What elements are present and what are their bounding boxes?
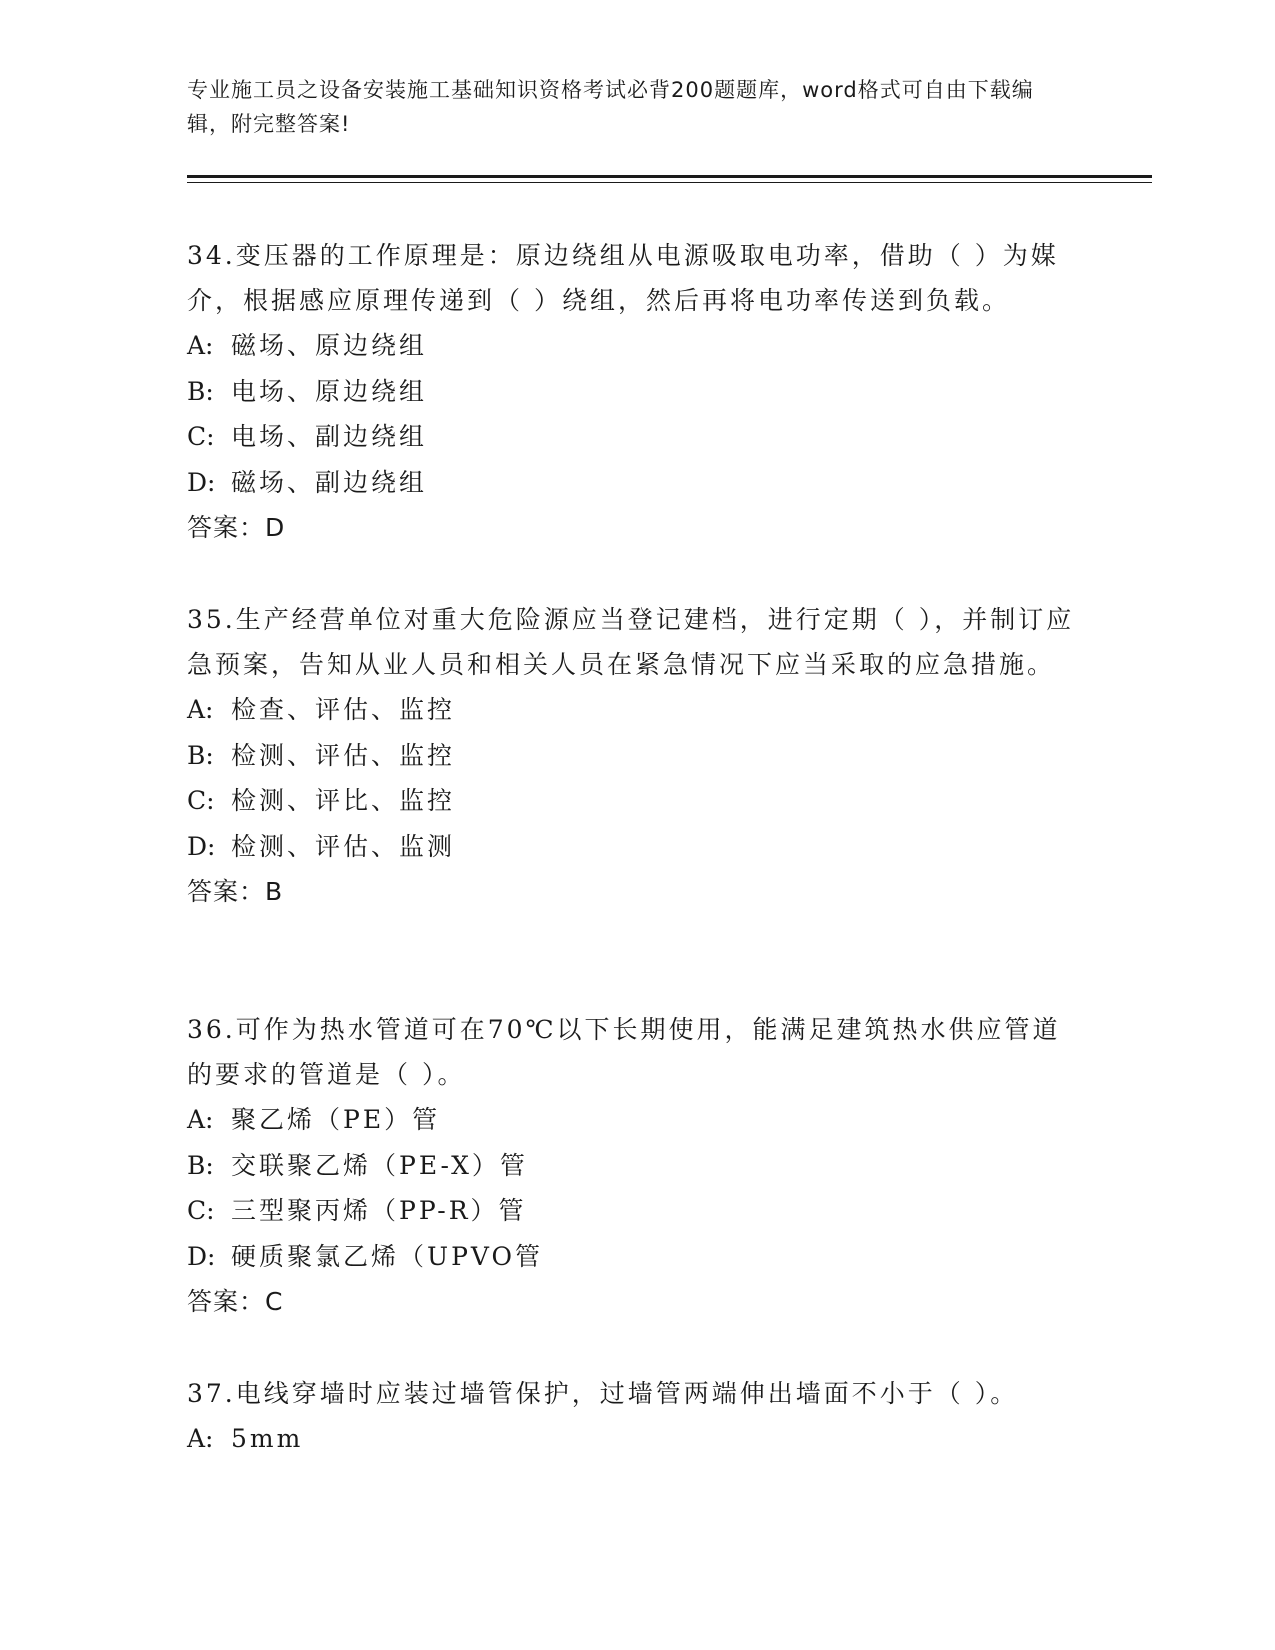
header-rule-thin	[187, 182, 1152, 183]
option-text: 电场、副边绕组	[231, 422, 428, 451]
question-stem: 35.生产经营单位对重大危险源应当登记建档，进行定期（ ），并制订应急预案，告知从业人员和相关人员在紧急情况下应当采取的应急措施。	[187, 605, 1075, 679]
option-text: 聚乙烯（PE）管	[231, 1105, 441, 1134]
answer-line: 答案：B	[187, 877, 284, 906]
option-text: 磁场、原边绕组	[231, 331, 428, 360]
option-letter: B:	[187, 1150, 214, 1180]
option-b	[187, 733, 1087, 779]
option-text: 三型聚丙烯（PP-R）管	[231, 1196, 527, 1225]
option-letter: A:	[187, 331, 214, 360]
option-letter: C:	[187, 422, 215, 451]
option-letter: B:	[187, 376, 214, 406]
option-letter: D:	[187, 467, 216, 497]
answer-line: 答案：C	[187, 1287, 284, 1316]
option-text: 检测、评估、监控	[231, 740, 456, 770]
option-a	[187, 1097, 1087, 1143]
option-b	[187, 1143, 1087, 1189]
question-stem: 36.可作为热水管道可在70℃以下长期使用，能满足建筑热水供应管道的要求的管道是（ ）。	[187, 1015, 1061, 1089]
option-text: 交联聚乙烯（PE-X）管	[231, 1150, 528, 1180]
option-letter: A:	[187, 1424, 214, 1453]
question-37	[187, 1371, 1087, 1462]
option-a	[187, 1416, 1087, 1462]
question-36	[187, 1007, 1087, 1324]
option-letter: C:	[187, 786, 215, 815]
option-text: 检测、评估、监测	[231, 831, 456, 861]
answer-line: 答案：D	[187, 513, 286, 542]
question-stem: 34.变压器的工作原理是：原边绕组从电源吸取电功率，借助（ ）为媒介，根据感应原理传递到（ ）绕组，然后再将电功率传送到负载。	[187, 241, 1059, 315]
option-c	[187, 778, 1087, 824]
option-text: 检查、评估、监控	[231, 695, 456, 724]
header-rule-thick	[187, 175, 1152, 178]
option-a	[187, 323, 1087, 369]
option-d	[187, 1234, 1087, 1280]
document-header: 专业施工员之设备安装施工基础知识资格考试必背200题题库，word格式可自由下载编辑，附完整答案!	[187, 78, 1034, 136]
option-letter: B:	[187, 740, 214, 770]
option-text: 5mm	[231, 1424, 304, 1453]
option-c	[187, 1188, 1087, 1234]
question-35	[187, 597, 1087, 914]
option-c	[187, 414, 1087, 460]
option-letter: A:	[187, 695, 214, 724]
option-d	[187, 824, 1087, 870]
option-text: 检测、评比、监控	[231, 786, 456, 815]
option-letter: A:	[187, 1105, 214, 1134]
option-letter: D:	[187, 831, 216, 861]
question-stem: 37.电线穿墙时应装过墙管保护，过墙管两端伸出墙面不小于（ ）。	[187, 1379, 1019, 1408]
option-text: 硬质聚氯乙烯（UPVO管	[231, 1241, 544, 1271]
option-text: 磁场、副边绕组	[231, 467, 428, 497]
option-b	[187, 369, 1087, 415]
option-a	[187, 687, 1087, 733]
option-text: 电场、原边绕组	[231, 376, 428, 406]
option-letter: C:	[187, 1196, 215, 1225]
option-letter: D:	[187, 1241, 216, 1271]
question-34	[187, 233, 1087, 550]
option-d	[187, 460, 1087, 506]
